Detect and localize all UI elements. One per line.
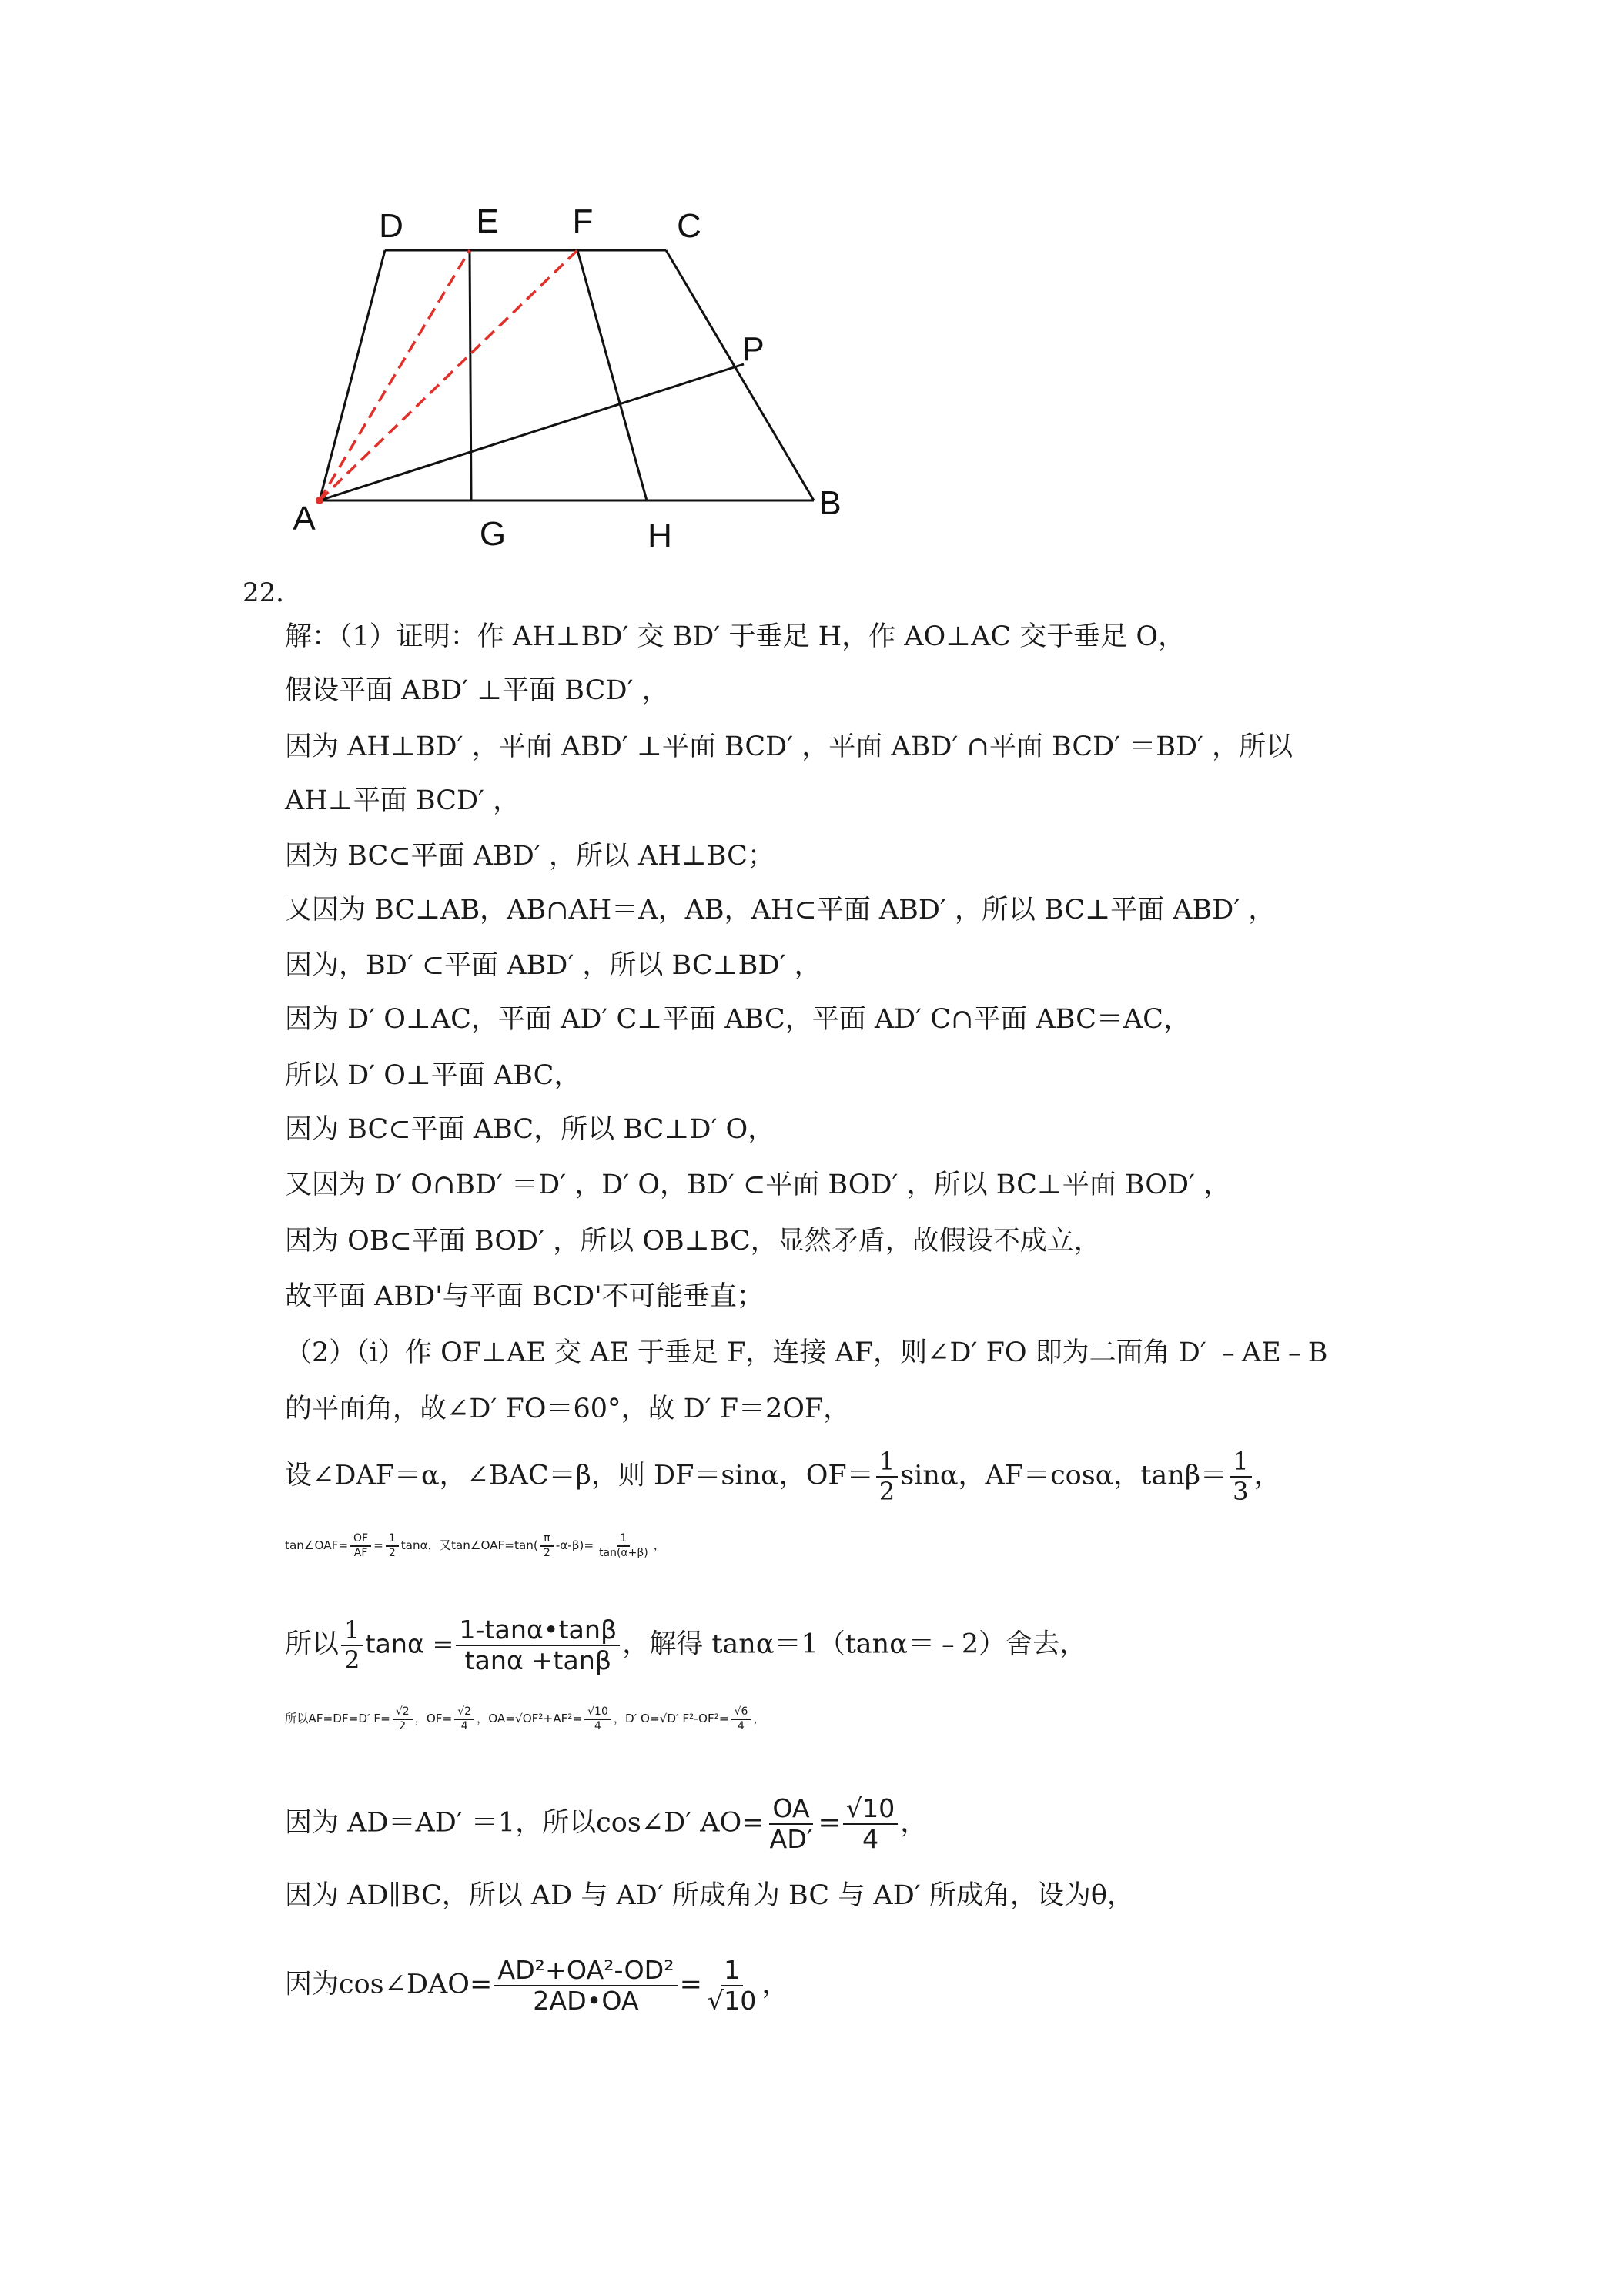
text: 所以AF=DF=D′ F= <box>285 1712 390 1725</box>
fraction: $\frac{√2}{2}$ <box>393 1705 413 1732</box>
point-label-a: A <box>293 500 316 537</box>
text: 因为 AD＝AD′ ＝1，所以cos∠D′ AO= <box>285 1807 765 1839</box>
dashed-segment-AF <box>320 250 577 500</box>
text: sinα，AF＝cosα，tanβ＝ <box>900 1460 1228 1491</box>
solution-line-4: AH⊥平面 BCD′ ， <box>285 785 520 816</box>
text: 所以 <box>285 1628 340 1660</box>
point-label-e: E <box>476 202 499 240</box>
text: ，OA=√OF²+AF²= <box>477 1712 583 1725</box>
fraction: $\frac{√10}{4}$ <box>843 1794 899 1854</box>
text: 因为cos∠DAO= <box>285 1969 493 2000</box>
fraction: $\frac{1}{2}$ <box>341 1616 363 1675</box>
question-number: 22． <box>243 577 303 608</box>
solution-line-22: 因为cos∠DAO= $\frac{\text{AD²+OA²-OD²}}{2AD•OA}$ = $\frac{1}{√10}$ ， <box>285 1955 789 2017</box>
solution-line-14: （2）（ⅰ）作 OF⊥AE 交 AE 于垂足 F，连接 AF，则∠D′ FO 即为二面角 D′ ﹣AE﹣B <box>285 1337 1328 1368</box>
solution-line-21: 因为 AD∥BC，所以 AD 与 AD′ 所成角为 BC 与 AD′ 所成角，设为θ， <box>285 1880 1134 1911</box>
solution-line-8: 因为 D′ O⊥AC，平面 AD′ C⊥平面 ABC，平面 AD′ C∩平面 ABC＝AC， <box>285 1004 1190 1035</box>
fraction: $\frac{1-\tan\alpha•\tan\beta}{\tan\alpha +\tan\beta}$ <box>456 1615 620 1675</box>
text: tan∠OAF= <box>285 1538 349 1552</box>
solution-line-17: tan∠OAF= $\frac{OF}{AF}$ = $\frac{1}{2}$ tanα，又tan∠OAF=tan( $\frac{\pi}{2}$ -α-β)= $\frac{1}{\tan(\alpha+\beta)}$ ， <box>285 1532 665 1559</box>
solution-line-3: 因为 AH⊥BD′ ，平面 ABD′ ⊥平面 BCD′ ，平面 ABD′ ∩平面 BCD′ ＝BD′ ，所以 <box>285 731 1293 762</box>
segment-EG <box>470 250 471 500</box>
text: tanα，又tan∠OAF=tan( <box>400 1538 538 1552</box>
segment-FH <box>577 250 647 500</box>
text: -α-β)= <box>555 1538 594 1552</box>
fraction: $\frac{OA}{AD'}$ <box>769 1793 813 1855</box>
solution-line-1: 解：（1）证明：作 AH⊥BD′ 交 BD′ 于垂足 H，作 AO⊥AC 交于垂足 O， <box>285 621 1186 652</box>
fraction: $\frac{1}{2}$ <box>386 1532 399 1558</box>
solution-line-5: 因为 BC⊂平面 ABD′ ，所以 AH⊥BC； <box>285 841 775 872</box>
fraction: $\frac{\pi}{2}$ <box>540 1532 554 1558</box>
solution-line-12: 因为 OB⊂平面 BOD′ ，所以 OB⊥BC，显然矛盾，故假设不成立， <box>285 1226 1101 1257</box>
fraction: $\frac{√10}{4}$ <box>584 1705 611 1732</box>
fraction: $\frac{OF}{AF}$ <box>350 1532 371 1558</box>
point-label-h: H <box>648 517 672 554</box>
fraction: $\frac{1}{\tan(\alpha+\beta)}$ <box>599 1532 648 1559</box>
text: 设∠DAF＝α，∠BAC＝β，则 DF＝sinα，OF＝ <box>285 1460 874 1491</box>
point-label-c: C <box>677 207 701 245</box>
text: ，解得 tanα＝1（tanα＝﹣2）舍去， <box>622 1628 1087 1660</box>
segment-AD <box>320 250 385 500</box>
solution-line-18 <box>285 1615 1086 1675</box>
solution-line-16: 设∠DAF＝α，∠BAC＝β，则 DF＝sinα，OF＝ $\frac{1}{2}$ sinα，AF＝cosα，tanβ＝ $\frac{1}{3}$ ， <box>285 1447 1281 1507</box>
fraction: $\frac{1}{3}$ <box>1230 1448 1251 1506</box>
solution-line-7: 因为，BD′ ⊂平面 ABD′ ，所以 BC⊥BD′ ， <box>285 950 822 981</box>
solution-line-2: 假设平面 ABD′ ⊥平面 BCD′ ， <box>285 675 669 706</box>
point-label-d: D <box>379 207 403 245</box>
solution-line-20: 因为 AD＝AD′ ＝1，所以cos∠D′ AO= $\frac{OA}{AD'}$ = $\frac{√10}{4}$ ， <box>285 1793 928 1855</box>
fraction: $\frac{√6}{4}$ <box>731 1705 751 1732</box>
vertex-a-dot <box>316 497 323 504</box>
fraction: $\frac{√2}{4}$ <box>454 1705 474 1732</box>
solution-line-11: 又因为 D′ O∩BD′ ＝D′ ，D′ O，BD′ ⊂平面 BOD′ ，所以 BC⊥平面 BOD′ ， <box>285 1170 1231 1200</box>
text: ，OF= <box>414 1712 453 1725</box>
trapezoid-figure <box>277 185 893 570</box>
solution-line-6: 又因为 BC⊥AB，AB∩AH＝A，AB，AH⊂平面 ABD′ ，所以 BC⊥平面 ABD′ ， <box>285 895 1276 925</box>
point-label-b: B <box>818 484 842 522</box>
segment-AP <box>320 364 744 500</box>
solution-line-19: 所以AF=DF=D′ F= $\frac{√2}{2}$ ，OF= $\frac{√2}{4}$ ，OA=√OF²+AF²= $\frac{√10}{4}$ ，D′ O=√D′ F²-OF²= $\frac{√6}{4}$ ， <box>285 1705 765 1732</box>
solution-line-9: 所以 D′ O⊥平面 ABC， <box>285 1060 581 1091</box>
solution-line-15: 的平面角，故∠D′ FO＝60°，故 D′ F＝2OF， <box>285 1394 851 1424</box>
point-label-p: P <box>741 330 765 368</box>
solution-line-10: 因为 BC⊂平面 ABC，所以 BC⊥D′ O， <box>285 1114 775 1145</box>
point-label-f: F <box>572 202 594 240</box>
segment-CB <box>666 250 814 500</box>
solution-line-13: 故平面 ABD'与平面 BCD'不可能垂直； <box>285 1281 764 1312</box>
fraction: $\frac{1}{√10}$ <box>707 1955 757 2017</box>
text: ，D′ O=√D′ F²-OF²= <box>613 1712 729 1725</box>
text: tanα = <box>365 1628 454 1659</box>
point-label-g: G <box>479 515 507 553</box>
fraction: $\frac{1}{2}$ <box>876 1448 898 1506</box>
fraction: $\frac{\text{AD²+OA²-OD²}}{2AD•OA}$ <box>494 1956 677 2016</box>
